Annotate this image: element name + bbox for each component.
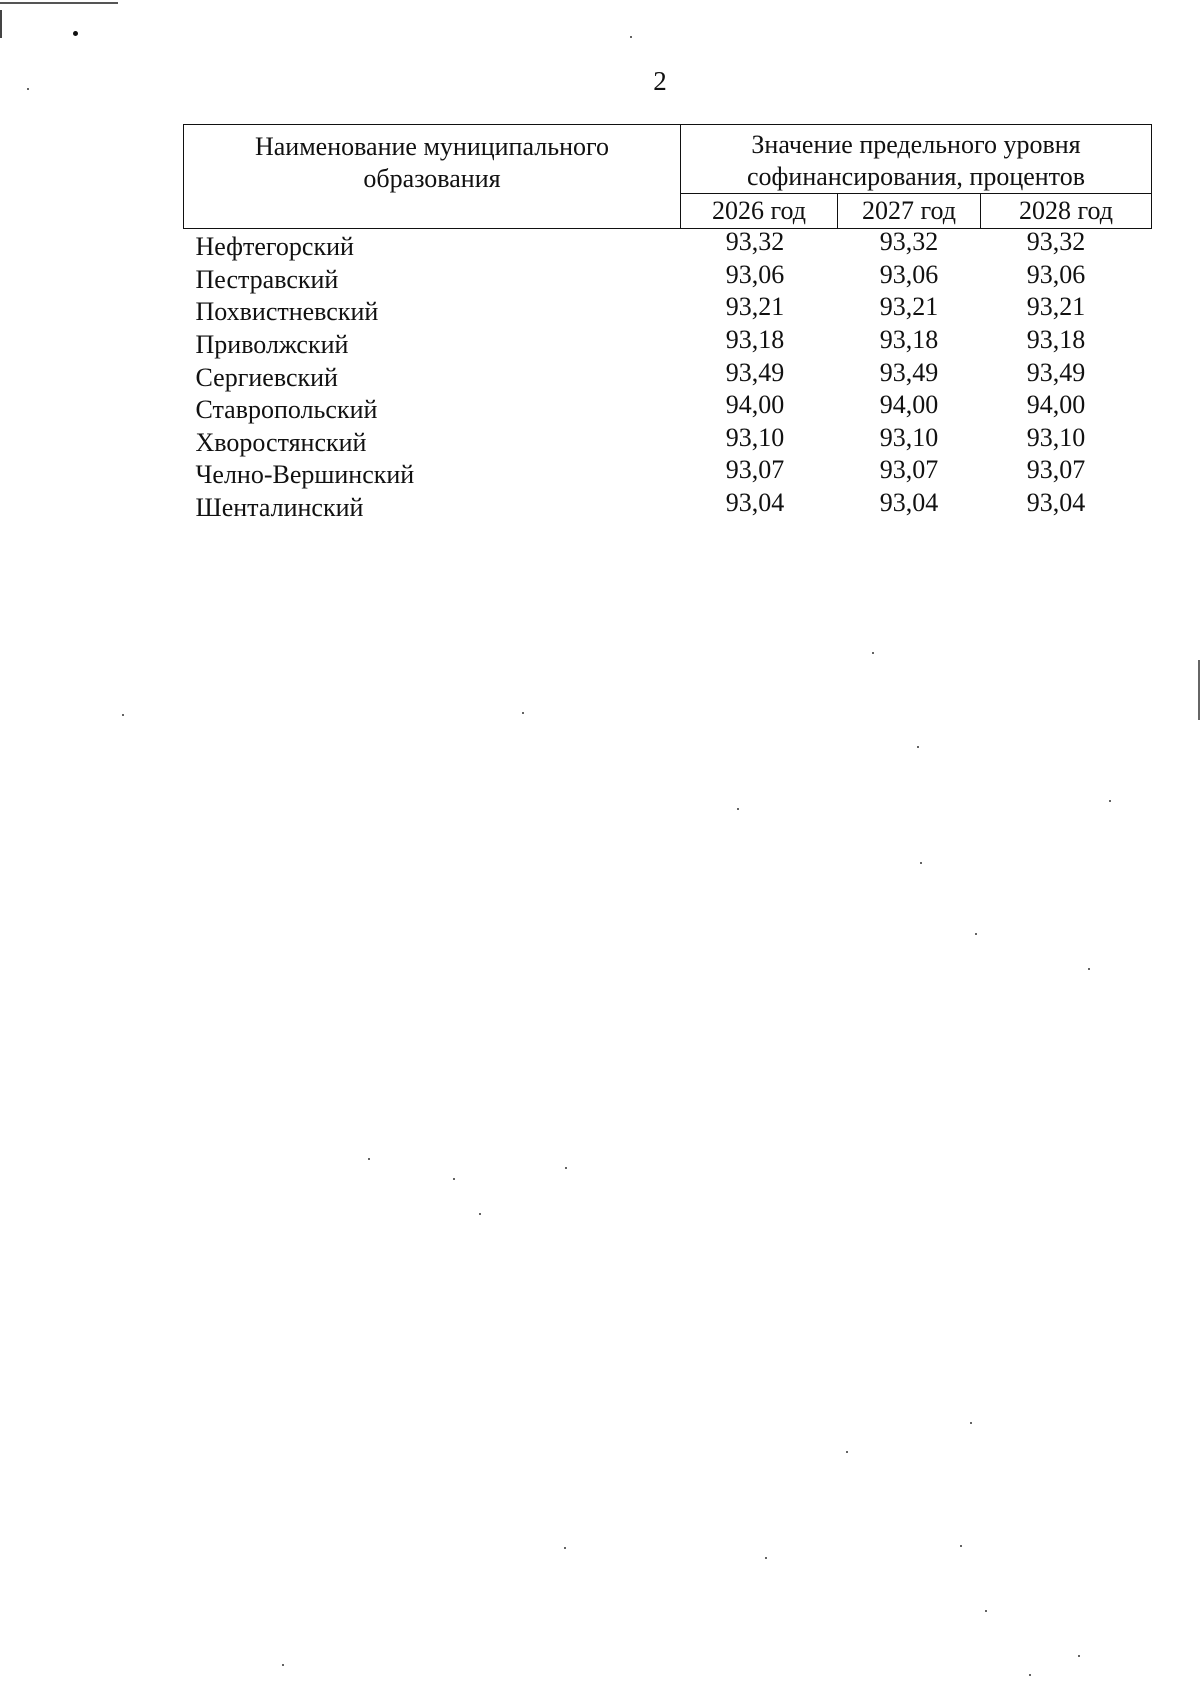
value-2026: 93,04	[725, 488, 785, 518]
value-2026: 93,32	[725, 227, 785, 257]
value-2028: 93,06	[1026, 259, 1086, 289]
scan-speck	[564, 1547, 566, 1549]
scan-speck	[27, 88, 29, 90]
scan-speck	[368, 1158, 370, 1160]
value-2028: 93,10	[1026, 422, 1086, 452]
scan-speck	[282, 1664, 284, 1666]
table-row	[184, 492, 1152, 525]
scan-speck	[122, 714, 124, 716]
header-cofinancing-level: Значение предельного уровня софинансирования, процентов	[681, 125, 1152, 194]
value-2026: 93,18	[725, 325, 785, 355]
scan-speck	[737, 808, 739, 810]
header-year-2026: 2026 год	[681, 194, 838, 229]
value-2028: 93,21	[1026, 292, 1086, 322]
municipality-name: Сергиевский	[195, 362, 338, 392]
scan-speck	[1088, 968, 1090, 970]
scan-speck	[985, 1610, 987, 1612]
header-year-2027: 2027 год	[838, 194, 981, 229]
scan-speck	[1078, 1655, 1080, 1657]
municipality-name: Шенталинский	[195, 493, 364, 523]
cofinancing-table	[183, 124, 1152, 524]
value-2027: 93,07	[879, 455, 939, 485]
value-2027: 93,21	[879, 292, 939, 322]
value-2027: 93,04	[879, 488, 939, 518]
value-2028: 93,32	[1026, 227, 1086, 257]
scan-speck	[1109, 800, 1111, 802]
scan-speck	[479, 1213, 481, 1215]
table-header	[184, 125, 1152, 229]
municipality-name: Хворостянский	[195, 427, 367, 457]
scan-speck	[872, 652, 874, 654]
municipality-name: Ставропольский	[195, 395, 378, 425]
value-2028: 93,04	[1026, 488, 1086, 518]
value-2026: 93,06	[725, 259, 785, 289]
value-2028: 93,49	[1026, 357, 1086, 387]
value-2026: 93,21	[725, 292, 785, 322]
value-2027: 93,49	[879, 357, 939, 387]
scan-speck	[920, 862, 922, 864]
value-2026: 93,10	[725, 422, 785, 452]
scan-speck	[630, 36, 632, 38]
value-2027: 93,18	[879, 325, 939, 355]
scan-speck	[453, 1178, 455, 1180]
table-body	[184, 229, 1152, 525]
scan-artifact-left	[0, 10, 2, 38]
scan-speck	[975, 933, 977, 935]
value-2026: 93,49	[725, 357, 785, 387]
value-2027: 93,06	[879, 259, 939, 289]
scan-speck	[1029, 1674, 1031, 1676]
scan-speck	[917, 746, 919, 748]
municipality-name: Похвистневский	[195, 297, 379, 327]
scan-speck	[565, 1167, 567, 1169]
scan-artifact-top	[0, 2, 118, 4]
value-2027: 93,10	[879, 422, 939, 452]
scan-speck	[970, 1422, 972, 1424]
scan-speck	[846, 1451, 848, 1453]
scan-speck	[522, 712, 524, 714]
municipality-name: Челно-Вершинский	[195, 460, 415, 490]
value-2027: 94,00	[879, 390, 939, 420]
value-2028: 94,00	[1026, 390, 1086, 420]
scan-speck	[73, 31, 78, 36]
municipality-name: Пестравский	[195, 264, 339, 294]
scan-speck	[960, 1545, 962, 1547]
value-2026: 93,07	[725, 455, 785, 485]
value-2028: 93,18	[1026, 325, 1086, 355]
header-municipality-name: Наименование муниципального образования	[184, 125, 681, 229]
value-2027: 93,32	[879, 227, 939, 257]
municipality-name: Нефтегорский	[195, 232, 354, 262]
municipality-name: Приволжский	[195, 330, 349, 360]
scan-speck	[765, 1557, 767, 1559]
header-year-2028: 2028 год	[981, 194, 1152, 229]
value-2028: 93,07	[1026, 455, 1086, 485]
value-2026: 94,00	[725, 390, 785, 420]
page-number: 2	[653, 66, 667, 96]
